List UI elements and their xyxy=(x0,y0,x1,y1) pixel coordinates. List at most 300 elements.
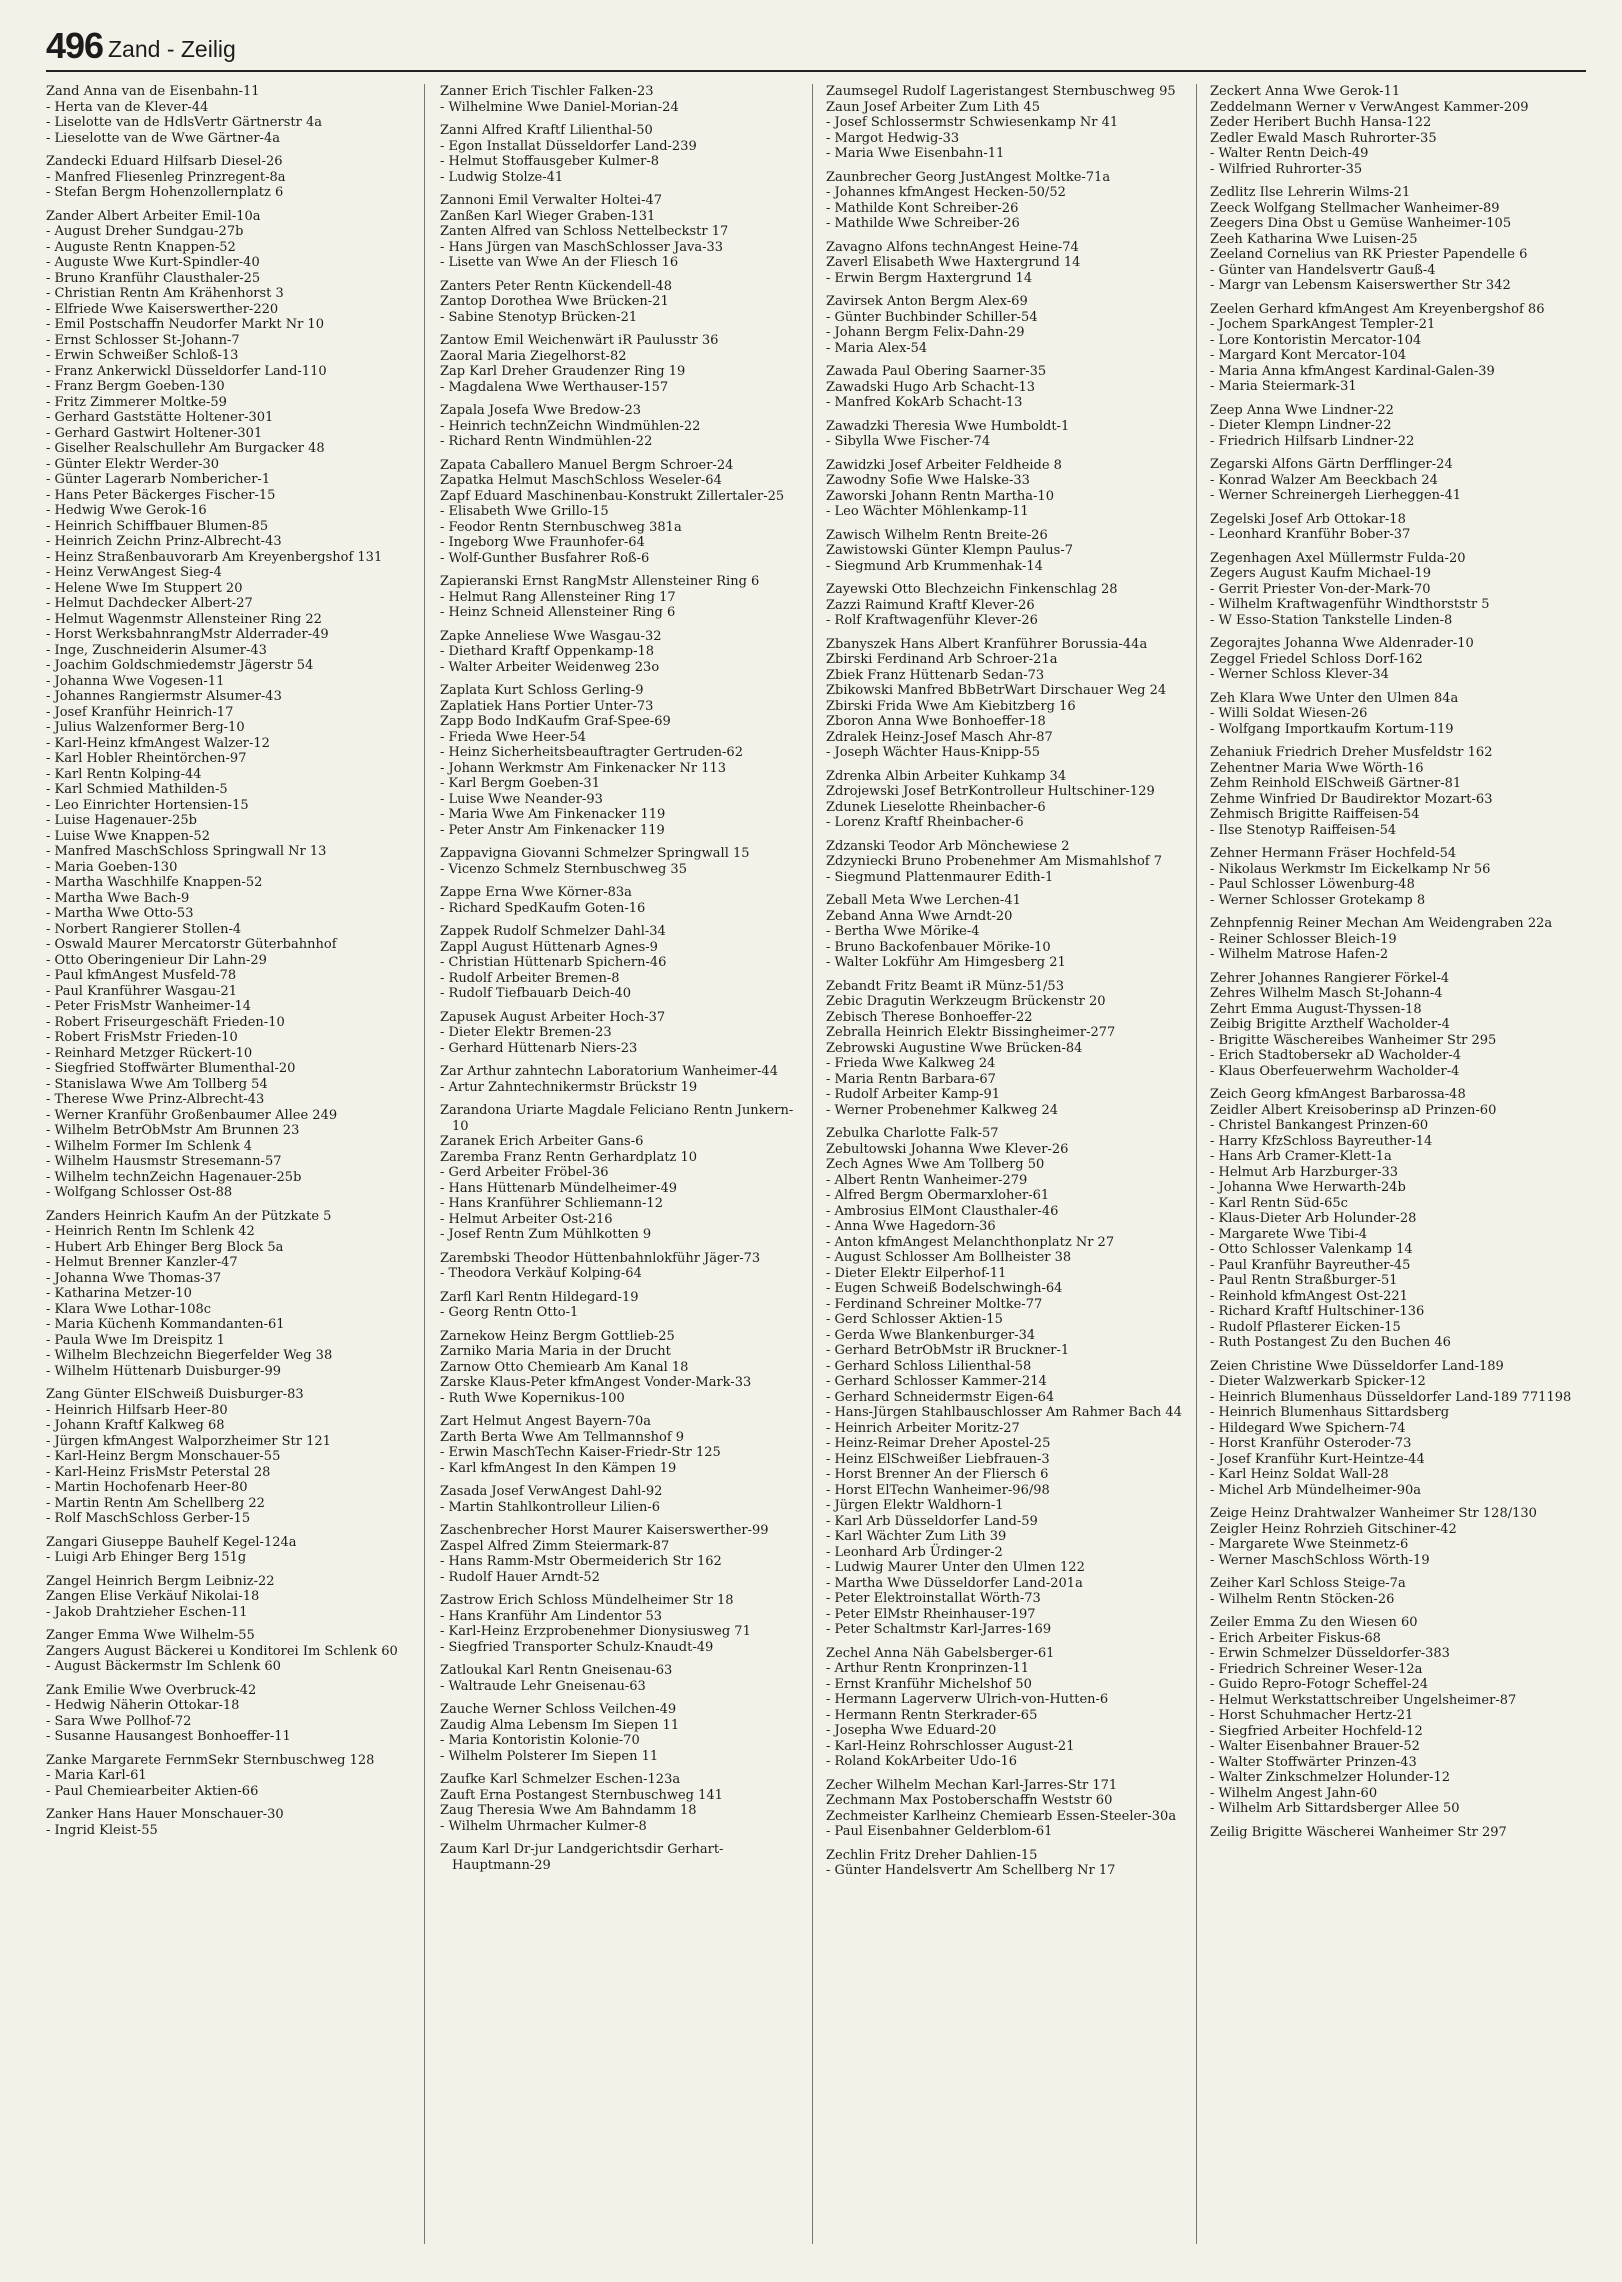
directory-entry: - Richard Rentn Windmühlen-22 xyxy=(440,434,653,449)
directory-entry: Zeigler Heinz Rohrzieh Gitschiner-42 xyxy=(1210,1521,1457,1537)
directory-entry: - Josef Schlossermstr Schwiesenkamp Nr 41 xyxy=(826,115,1119,130)
directory-entry: - Robert Friseurgeschäft Frieden-10 xyxy=(46,1014,285,1030)
directory-entry: Zannoni Emil Verwalter Holtei-47 xyxy=(440,193,663,208)
directory-entry: - Gerd Schlosser Aktien-15 xyxy=(826,1312,1003,1327)
directory-entry: - Gerhard Schloss Lilienthal-58 xyxy=(826,1358,1032,1374)
directory-entry: - Feodor Rentn Sternbuschweg 381a xyxy=(440,519,682,535)
directory-entry: - Otto Oberingenieur Dir Lahn-29 xyxy=(46,952,267,968)
directory-entry: Zawidzki Josef Arbeiter Feldheide 8 xyxy=(826,457,1062,473)
directory-entry: - Martha Wwe Otto-53 xyxy=(46,906,194,921)
directory-entry: - Elfriede Wwe Kaiserswerther-220 xyxy=(46,301,279,317)
directory-entry: Zehentner Maria Wwe Wörth-16 xyxy=(1210,760,1424,776)
directory-entry: - Leo Einrichter Hortensien-15 xyxy=(46,797,249,813)
directory-entry: - Wilhelm Arb Sittardsberger Allee 50 xyxy=(1210,1801,1460,1816)
directory-entry: Zeband Anna Wwe Arndt-20 xyxy=(826,908,1013,924)
directory-entry: - Gerd Arbeiter Fröbel-36 xyxy=(440,1165,609,1180)
directory-entry: - Mathilde Wwe Schreiber-26 xyxy=(826,216,1020,231)
directory-entry: - Karl Wächter Zum Lith 39 xyxy=(826,1529,1007,1544)
directory-entry: Zantow Emil Weichenwärt iR Paulusstr 36 xyxy=(440,333,719,348)
directory-entry: Zaverl Elisabeth Wwe Haxtergrund 14 xyxy=(826,255,1081,270)
directory-entry: Zarth Berta Wwe Am Tellmannshof 9 xyxy=(440,1429,685,1445)
directory-entry: - Lore Kontoristin Mercator-104 xyxy=(1210,332,1422,348)
directory-entry: Zaplata Kurt Schloss Gerling-9 xyxy=(440,683,644,698)
directory-entry: Zedler Ewald Masch Ruhrorter-35 xyxy=(1210,130,1437,146)
directory-entry: Zehnpfennig Reiner Mechan Am Weidengraben 22a xyxy=(1210,916,1553,931)
directory-entry: - Margot Hedwig-33 xyxy=(826,130,960,146)
column-divider xyxy=(1196,84,1197,2244)
directory-entry: Zeball Meta Wwe Lerchen-41 xyxy=(826,893,1021,908)
directory-entry: - Heinrich Rentn Im Schlenk 42 xyxy=(46,1224,255,1239)
directory-entry: Zeeland Cornelius van RK Priester Papendelle 6 xyxy=(1210,247,1528,262)
directory-entry: - Brigitte Wäschereibes Wanheimer Str 295 xyxy=(1210,1032,1497,1048)
directory-entry: - Heinz Straßenbauvorarb Am Kreyenbergshof 131 xyxy=(46,549,383,565)
directory-entry: - Hans Hüttenarb Mündelheimer-49 xyxy=(440,1180,678,1196)
directory-entry: - Gerhard BetrObMstr iR Bruckner-1 xyxy=(826,1343,1070,1358)
directory-entry: - Walter Lokführ Am Himgesberg 21 xyxy=(826,955,1066,970)
directory-entry: - Klaus Oberfeuerwehrm Wacholder-4 xyxy=(1210,1063,1460,1079)
directory-entry: - Gerhard Hüttenarb Niers-23 xyxy=(440,1040,638,1056)
directory-entry: Zebisch Therese Bonhoeffer-22 xyxy=(826,1009,1033,1025)
directory-entry: - Werner MaschSchloss Wörth-19 xyxy=(1210,1552,1430,1568)
directory-entry: - Ruth Wwe Kopernikus-100 xyxy=(440,1390,625,1406)
directory-entry: - Bertha Wwe Mörike-4 xyxy=(826,924,980,939)
directory-entry: - Frieda Wwe Kalkweg 24 xyxy=(826,1056,996,1071)
directory-entry: - Wolf-Gunther Busfahrer Roß-6 xyxy=(440,550,650,566)
directory-entry: - Karl-Heinz Bergm Monschauer-55 xyxy=(46,1449,281,1464)
directory-entry: Zapatka Helmut MaschSchloss Weseler-64 xyxy=(440,473,722,488)
directory-entry: - Albert Rentn Wanheimer-279 xyxy=(826,1172,1028,1188)
directory-entry: - Walter Zinkschmelzer Holunder-12 xyxy=(1210,1770,1450,1785)
directory-entry: - Lisette van Wwe An der Fliesch 16 xyxy=(440,255,679,270)
directory-entry: - Günter Buchbinder Schiller-54 xyxy=(826,309,1038,325)
directory-entry: - Horst Kranführ Osteroder-73 xyxy=(1210,1436,1412,1451)
directory-entry: Zappek Rudolf Schmelzer Dahl-34 xyxy=(440,924,666,939)
directory-entry: - Egon Installat Düsseldorfer Land-239 xyxy=(440,138,697,154)
directory-entry: - Ernst Kranführ Michelshof 50 xyxy=(826,1676,1032,1692)
directory-entry: Zarnow Otto Chemiearb Am Kanal 18 xyxy=(440,1359,689,1375)
directory-entry: - Klara Wwe Lothar-108c xyxy=(46,1301,212,1317)
directory-entry: - Paul Eisenbahner Gelderblom-61 xyxy=(826,1824,1053,1839)
directory-entry: - Maria Karl-61 xyxy=(46,1768,147,1783)
directory-entry: Zeegers Dina Obst u Gemüse Wanheimer-105 xyxy=(1210,216,1512,231)
directory-entry: - Rudolf Arbeiter Kamp-91 xyxy=(826,1087,1001,1102)
directory-entry: - Josef Rentn Zum Mühlkotten 9 xyxy=(440,1227,652,1242)
directory-entry: - Paul Schlosser Löwenburg-48 xyxy=(1210,877,1415,892)
directory-entry: Zapata Caballero Manuel Bergm Schroer-24 xyxy=(440,457,734,473)
directory-entry: Zaremba Franz Rentn Gerhardplatz 10 xyxy=(440,1149,698,1165)
directory-entry: Zantop Dorothea Wwe Brücken-21 xyxy=(440,294,669,309)
directory-entry: Zawisch Wilhelm Rentn Breite-26 xyxy=(826,527,1048,543)
directory-entry: - Auguste Wwe Kurt-Spindler-40 xyxy=(46,255,260,270)
directory-entry: Zegenhagen Axel Müllermstr Fulda-20 xyxy=(1210,550,1466,566)
directory-entry: - Hans-Jürgen Stahlbauschlosser Am Rahmer Bach 44 xyxy=(826,1405,1182,1420)
directory-entry: - Karl kfmAngest In den Kämpen 19 xyxy=(440,1460,677,1476)
directory-entry: Zastrow Erich Schloss Mündelheimer Str 18 xyxy=(440,1593,734,1608)
directory-entry: - Martha Wwe Bach-9 xyxy=(46,890,190,906)
directory-entry: - Maria Anna kfmAngest Kardinal-Galen-39 xyxy=(1210,363,1495,379)
directory-entry: - Heinz VerwAngest Sieg-4 xyxy=(46,565,222,580)
directory-entry: Zaudig Alma Lebensm Im Siepen 11 xyxy=(440,1717,680,1733)
directory-entry: - Johann Kraftf Kalkweg 68 xyxy=(46,1418,225,1433)
directory-entry: - Günter Lagerarb Nombericher-1 xyxy=(46,472,271,487)
directory-entry: Zeidler Albert Kreisoberinsp aD Prinzen-60 xyxy=(1210,1102,1497,1118)
directory-entry: - Helmut Brenner Kanzler-47 xyxy=(46,1255,238,1270)
directory-entry: Zdzyniecki Bruno Probenehmer Am Mismahlshof 7 xyxy=(826,854,1162,869)
directory-entry: - Josef Kranführ Heinrich-17 xyxy=(46,704,234,720)
directory-entry: Zbirski Frida Wwe Am Kiebitzberg 16 xyxy=(826,698,1076,714)
directory-entry: - Friedrich Schreiner Weser-12a xyxy=(1210,1661,1423,1677)
directory-entry: Zaufke Karl Schmelzer Eschen-123a xyxy=(440,1772,681,1787)
directory-entry: - Karl Schmied Mathilden-5 xyxy=(46,782,228,797)
directory-entry: - August Bäckermstr Im Schlenk 60 xyxy=(46,1659,281,1674)
directory-entry: - Georg Rentn Otto-1 xyxy=(440,1305,579,1320)
directory-entry: - Margarete Wwe Steinmetz-6 xyxy=(1210,1537,1409,1552)
directory-entry: - Johanna Wwe Thomas-37 xyxy=(46,1270,222,1286)
directory-entry: - Dieter Elektr Bremen-23 xyxy=(440,1025,612,1040)
directory-entry: - Heinrich technZeichn Windmühlen-22 xyxy=(440,418,701,434)
directory-entry: Zbiek Franz Hüttenarb Sedan-73 xyxy=(826,667,1045,683)
directory-entry: - Mathilde Kont Schreiber-26 xyxy=(826,200,1019,216)
directory-entry: - Sabine Stenotyp Brücken-21 xyxy=(440,309,638,325)
directory-entry: - Harry KfzSchloss Bayreuther-14 xyxy=(1210,1133,1433,1149)
directory-entry: Zapala Josefa Wwe Bredow-23 xyxy=(440,403,641,418)
directory-entry: - Michel Arb Mündelheimer-90a xyxy=(1210,1482,1422,1498)
directory-entry: - Robert FrisMstr Frieden-10 xyxy=(46,1030,238,1045)
directory-entry: Zeiler Emma Zu den Wiesen 60 xyxy=(1210,1615,1418,1630)
directory-entry: - Horst ElTechn Wanheimer-96/98 xyxy=(826,1482,1050,1498)
directory-entry: - Paul Kranführer Wasgau-21 xyxy=(46,983,237,999)
directory-entry: Zawada Paul Obering Saarner-35 xyxy=(826,364,1047,379)
directory-entry: - Johann Werkmstr Am Finkenacker Nr 113 xyxy=(440,760,727,776)
directory-entry: - Helmut Arbeiter Ost-216 xyxy=(440,1211,613,1227)
directory-entry: Zanger Emma Wwe Wilhelm-55 xyxy=(46,1628,255,1643)
directory-entry: - Hans Jürgen van MaschSchlosser Java-33 xyxy=(440,239,724,255)
column-divider xyxy=(424,84,425,2244)
directory-entry: Zebralla Heinrich Elektr Bissingheimer-277 xyxy=(826,1025,1116,1040)
directory-entry: Zauche Werner Schloss Veilchen-49 xyxy=(440,1702,677,1717)
directory-entry: - Rudolf Hauer Arndt-52 xyxy=(440,1569,600,1585)
directory-entry: Zangers August Bäckerei u Konditorei Im Schlenk 60 xyxy=(46,1643,398,1659)
directory-entry: Zawodny Sofie Wwe Halske-33 xyxy=(826,473,1030,488)
directory-entry: - Hans Kranführ Am Lindentor 53 xyxy=(440,1608,663,1624)
directory-entry: Zauft Erna Postangest Sternbuschweg 141 xyxy=(440,1787,723,1803)
directory-entry: - Helmut Rang Allensteiner Ring 17 xyxy=(440,589,676,605)
directory-entry: - Fritz Zimmerer Moltke-59 xyxy=(46,394,227,410)
directory-entry: - Helmut Wagenmstr Allensteiner Ring 22 xyxy=(46,611,322,627)
directory-entry: - Theodora Verkäuf Kolping-64 xyxy=(440,1266,642,1281)
directory-entry: - Luise Wwe Neander-93 xyxy=(440,791,603,807)
directory-entry: - Dieter Elektr Eilperhof-11 xyxy=(826,1265,1007,1281)
directory-entry: - Günter Elektr Werder-30 xyxy=(46,456,220,472)
directory-entry: - Auguste Rentn Knappen-52 xyxy=(46,239,236,255)
directory-entry: Zeeh Katharina Wwe Luisen-25 xyxy=(1210,231,1418,247)
directory-entry: Zaschenbrecher Horst Maurer Kaiserswerther-99 xyxy=(440,1523,769,1538)
directory-entry: Zawistowski Günter Klempn Paulus-7 xyxy=(826,543,1074,558)
directory-entry: - Rolf MaschSchloss Gerber-15 xyxy=(46,1511,251,1526)
directory-entry: - Diethard Kraftf Oppenkamp-18 xyxy=(440,644,655,659)
directory-entry: - Leonhard Kranführ Bober-37 xyxy=(1210,527,1411,542)
directory-entry: - Erich Arbeiter Fiskus-68 xyxy=(1210,1630,1381,1646)
directory-entry: - Dieter Walzwerkarb Spicker-12 xyxy=(1210,1374,1426,1389)
directory-entry: - Johanna Wwe Vogesen-11 xyxy=(46,673,225,689)
directory-entry: - Wilhelmine Wwe Daniel-Morian-24 xyxy=(440,99,679,115)
directory-entry: Zang Günter ElSchweiß Duisburger-83 xyxy=(46,1387,304,1402)
directory-entry: - Ernst Schlosser St-Johann-7 xyxy=(46,332,240,348)
directory-entry: Zaumsegel Rudolf Lageristangest Sternbuschweg 95 xyxy=(826,84,1176,99)
directory-entry: - Elisabeth Wwe Grillo-15 xyxy=(440,504,609,519)
directory-entry: - Jürgen kfmAngest Walporzheimer Str 121 xyxy=(46,1433,331,1449)
directory-entry: Zebulka Charlotte Falk-57 xyxy=(826,1126,999,1141)
directory-entry: - Martha Wwe Düsseldorfer Land-201a xyxy=(826,1575,1083,1591)
directory-entry: Zarembski Theodor Hüttenbahnlokführ Jäger-73 xyxy=(440,1250,761,1266)
directory-entry: - Ambrosius ElMont Clausthaler-46 xyxy=(826,1203,1059,1219)
directory-entry: - Margard Kont Mercator-104 xyxy=(1210,348,1407,363)
directory-entry: Zecher Wilhelm Mechan Karl-Jarres-Str 171 xyxy=(826,1777,1118,1793)
directory-entry: Zasada Josef VerwAngest Dahl-92 xyxy=(440,1484,663,1499)
directory-entry: - Heinrich Hilfsarb Heer-80 xyxy=(46,1402,228,1418)
directory-entry: - Horst Brenner An der Fliersch 6 xyxy=(826,1467,1049,1482)
directory-entry: Zehaniuk Friedrich Dreher Musfeldstr 162 xyxy=(1210,745,1493,760)
directory-entry: - Paul kfmAngest Musfeld-78 xyxy=(46,968,237,983)
directory-entry: - Gerhard Schneidermstr Eigen-64 xyxy=(826,1389,1055,1405)
directory-entry: - Willi Soldat Wiesen-26 xyxy=(1210,706,1368,721)
directory-entry: - Richard Kraftf Hultschiner-136 xyxy=(1210,1304,1425,1319)
directory-entry: - Karl Arb Düsseldorfer Land-59 xyxy=(826,1513,1038,1529)
directory-entry: - Heinz ElSchweißer Liebfrauen-3 xyxy=(826,1451,1050,1467)
directory-entry: - Maria Küchenh Kommandanten-61 xyxy=(46,1317,285,1332)
directory-entry: - Lieselotte van de Wwe Gärtner-4a xyxy=(46,130,280,146)
directory-entry: - Maria Alex-54 xyxy=(826,340,928,356)
directory-entry: - Paul Kranführ Bayreuther-45 xyxy=(1210,1257,1411,1273)
directory-entry: - Konrad Walzer Am Beeckbach 24 xyxy=(1210,472,1438,488)
directory-entry: - Heinz Schneid Allensteiner Ring 6 xyxy=(440,605,676,620)
directory-entry: - Bruno Kranführ Clausthaler-25 xyxy=(46,270,261,286)
directory-entry: - Josepha Wwe Eduard-20 xyxy=(826,1723,997,1738)
directory-entry: - Werner Probenehmer Kalkweg 24 xyxy=(826,1102,1059,1118)
directory-entry: - Artur Zahntechnikermstr Brückstr 19 xyxy=(440,1079,698,1095)
directory-entry: - Siegfried Transporter Schulz-Knaudt-49 xyxy=(440,1639,714,1655)
directory-entry: - Wilhelm Former Im Schlenk 4 xyxy=(46,1138,253,1154)
directory-entry: Zeibig Brigitte Arzthelf Wacholder-4 xyxy=(1210,1017,1450,1032)
directory-entry: Zech Agnes Wwe Am Tollberg 50 xyxy=(826,1157,1045,1172)
directory-entry: Zehm Reinhold ElSchweiß Gärtner-81 xyxy=(1210,776,1462,791)
directory-entry: Zangari Giuseppe Bauhelf Kegel-124a xyxy=(46,1534,297,1550)
directory-entry: - Horst WerksbahnrangMstr Alderrader-49 xyxy=(46,627,329,642)
directory-entry: - Werner Schlosser Grotekamp 8 xyxy=(1210,892,1426,908)
directory-entry: - Paula Wwe Im Dreispitz 1 xyxy=(46,1332,225,1348)
directory-entry: - Wilhelm Uhrmacher Kulmer-8 xyxy=(440,1818,647,1834)
directory-entry: - Johanna Wwe Herwarth-24b xyxy=(1210,1180,1406,1195)
directory-entry: - Ruth Postangest Zu den Buchen 46 xyxy=(1210,1335,1451,1350)
directory-entry: - Wilhelm Blechzeichn Biegerfelder Weg 38 xyxy=(46,1348,333,1363)
directory-entry: Zaug Theresia Wwe Am Bahndamm 18 xyxy=(440,1803,697,1818)
directory-entry: - Erwin Bergm Haxtergrund 14 xyxy=(826,270,1033,286)
directory-entry: Zandecki Eduard Hilfsarb Diesel-26 xyxy=(46,154,283,169)
directory-entry: - Heinrich Blumenhaus Düsseldorfer Land-189 771198 xyxy=(1210,1389,1572,1405)
directory-entry: Zanni Alfred Kraftf Lilienthal-50 xyxy=(440,123,653,138)
directory-entry: - Erwin MaschTechn Kaiser-Friedr-Str 125 xyxy=(440,1445,721,1460)
directory-entry: - Gerhard Gastwirt Holtener-301 xyxy=(46,425,263,441)
directory-entry: - Karl Rentn Süd-65c xyxy=(1210,1195,1348,1211)
directory-entry: Zayewski Otto Blechzeichn Finkenschlag 28 xyxy=(826,582,1118,597)
directory-entry: - Guido Repro-Fotogr Scheffel-24 xyxy=(1210,1677,1429,1692)
directory-entry: - Maria Rentn Barbara-67 xyxy=(826,1071,996,1087)
directory-entry: Zarfl Karl Rentn Hildegard-19 xyxy=(440,1289,639,1305)
directory-entry: Zedlitz Ilse Lehrerin Wilms-21 xyxy=(1210,185,1411,200)
directory-entry: - Ingrid Kleist-55 xyxy=(46,1822,158,1838)
directory-entry: - Rudolf Pflasterer Eicken-15 xyxy=(1210,1319,1401,1335)
directory-entry: - Katharina Metzer-10 xyxy=(46,1286,192,1301)
directory-entry: - Hans Kranführer Schliemann-12 xyxy=(440,1196,663,1211)
directory-entry: - Rudolf Arbeiter Bremen-8 xyxy=(440,970,620,986)
directory-entry: - Otto Schlosser Valenkamp 14 xyxy=(1210,1242,1413,1257)
directory-entry: - Anna Wwe Hagedorn-36 xyxy=(826,1219,996,1234)
directory-entry: - Gerrit Priester Von-der-Mark-70 xyxy=(1210,581,1431,597)
directory-entry: - Inge, Zuschneiderin Alsumer-43 xyxy=(46,642,267,658)
directory-entry: - Martin Rentn Am Schellberg 22 xyxy=(46,1495,265,1511)
directory-entry: Zappe Erna Wwe Körner-83a xyxy=(440,885,632,900)
directory-entry: - Paul Chemiearbeiter Aktien-66 xyxy=(46,1783,259,1799)
directory-entry: Zatloukal Karl Rentn Gneisenau-63 xyxy=(440,1663,673,1678)
directory-entry: - Reinhard Metzger Rückert-10 xyxy=(46,1045,253,1061)
directory-entry: - Manfred MaschSchloss Springwall Nr 13 xyxy=(46,844,327,859)
directory-entry: - Oswald Maurer Mercatorstr Güterbahnhof xyxy=(46,937,337,952)
directory-entry: - August Dreher Sundgau-27b xyxy=(46,224,244,239)
directory-entry: Zechmeister Karlheinz Chemiearb Essen-Steeler-30a xyxy=(826,1808,1177,1824)
directory-entry: - Johannes Rangiermstr Alsumer-43 xyxy=(46,689,282,704)
directory-entry: - Joachim Goldschmiedemstr Jägerstr 54 xyxy=(46,658,314,673)
directory-entry: Zaunbrecher Georg JustAngest Moltke-71a xyxy=(826,169,1111,185)
directory-entry: - Roland KokArbeiter Udo-16 xyxy=(826,1754,1018,1769)
directory-entry: - Karl Heinz Soldat Wall-28 xyxy=(1210,1467,1389,1482)
column-3 xyxy=(826,84,1188,2264)
directory-entry: - Siegmund Plattenmaurer Edith-1 xyxy=(826,869,1054,885)
directory-entry: - Wilhelm Matrose Hafen-2 xyxy=(1210,947,1389,962)
directory-entry: - Hedwig Wwe Gerok-16 xyxy=(46,503,207,518)
directory-entry: - Karl-Heinz FrisMstr Peterstal 28 xyxy=(46,1464,271,1480)
directory-entry: Zanker Hans Hauer Monschauer-30 xyxy=(46,1807,284,1822)
directory-entry: - Helmut Arb Harzburger-33 xyxy=(1210,1164,1399,1180)
directory-entry: - Peter FrisMstr Wanheimer-14 xyxy=(46,999,252,1014)
directory-entry: Zangel Heinrich Bergm Leibniz-22 xyxy=(46,1573,275,1589)
directory-entry: Zeeck Wolfgang Stellmacher Wanheimer-89 xyxy=(1210,200,1500,216)
directory-entry: - Wilhelm Kraftwagenführ Windthorststr 5 xyxy=(1210,597,1490,612)
directory-entry: - Dieter Klempn Lindner-22 xyxy=(1210,418,1392,433)
directory-entry: - Rolf Kraftwagenführ Klever-26 xyxy=(826,613,1038,628)
directory-entry: - Manfred Fliesenleg Prinzregent-8a xyxy=(46,169,286,185)
directory-entry: - Lorenz Kraftf Rheinbacher-6 xyxy=(826,815,1024,830)
directory-entry: - Bruno Backofenbauer Mörike-10 xyxy=(826,939,1051,955)
directory-entry: Zeich Georg kfmAngest Barbarossa-48 xyxy=(1210,1087,1466,1102)
directory-entry: - Leo Wächter Möhlenkamp-11 xyxy=(826,504,1029,519)
directory-entry: - Reinhold kfmAngest Ost-221 xyxy=(1210,1288,1408,1304)
directory-entry: - Horst Schuhmacher Hertz-21 xyxy=(1210,1708,1414,1723)
directory-entry: - Richard SpedKaufm Goten-16 xyxy=(440,900,646,916)
directory-entry: - Christian Hüttenarb Spichern-46 xyxy=(440,955,667,970)
directory-entry: - Martin Stahlkontrolleur Lilien-6 xyxy=(440,1499,661,1515)
directory-entry: - Erich Stadtobersekr aD Wacholder-4 xyxy=(1210,1048,1462,1063)
directory-entry: Zechmann Max Postoberschaffn Weststr 60 xyxy=(826,1793,1113,1808)
directory-entry: Zarnekow Heinz Bergm Gottlieb-25 xyxy=(440,1328,675,1344)
directory-entry: - Leonhard Arb Ürdinger-2 xyxy=(826,1544,1003,1560)
directory-entry: - Martin Hochofenarb Heer-80 xyxy=(46,1480,248,1495)
directory-entry: Zehres Wilhelm Masch St-Johann-4 xyxy=(1210,986,1443,1001)
directory-entry: Zbikowski Manfred BbBetrWart Dirschauer Weg 24 xyxy=(826,683,1167,698)
directory-entry: - Johannes kfmAngest Hecken-50/52 xyxy=(826,185,1066,200)
directory-entry: - Emil Postschaffn Neudorfer Markt Nr 10 xyxy=(46,317,324,332)
directory-entry: Zander Albert Arbeiter Emil-10a xyxy=(46,208,261,224)
directory-entry: - Sibylla Wwe Fischer-74 xyxy=(826,434,991,449)
directory-entry: Zappl August Hüttenarb Agnes-9 xyxy=(440,939,658,955)
directory-entry: - Rudolf Tiefbauarb Deich-40 xyxy=(440,986,631,1001)
directory-entry: - Wilhelm Hüttenarb Duisburger-99 xyxy=(46,1363,281,1379)
directory-entry: Zanßen Karl Wieger Graben-131 xyxy=(440,208,656,224)
directory-entry: - Karl-Heinz Erzprobenehmer Dionysiusweg 71 xyxy=(440,1624,751,1639)
directory-entry: - Walter Arbeiter Weidenweg 23o xyxy=(440,659,660,675)
directory-entry: Zappavigna Giovanni Schmelzer Springwall 15 xyxy=(440,846,750,861)
page-header xyxy=(46,24,1586,72)
directory-entry: - Herta van de Klever-44 xyxy=(46,99,209,115)
directory-entry: - Therese Wwe Prinz-Albrecht-43 xyxy=(46,1092,265,1107)
directory-entry: - Martha Waschhilfe Knappen-52 xyxy=(46,875,263,890)
directory-entry: - August Schlosser Am Bollheister 38 xyxy=(826,1250,1072,1265)
directory-entry: - Josef Kranführ Kurt-Heintze-44 xyxy=(1210,1451,1425,1467)
directory-entry: - Peter Elektroinstallat Wörth-73 xyxy=(826,1591,1041,1606)
directory-entry: - Ludwig Stolze-41 xyxy=(440,169,564,185)
directory-entry: - Gerhard Schlosser Kammer-214 xyxy=(826,1374,1047,1389)
directory-entry: Zand Anna van de Eisenbahn-11 xyxy=(46,84,260,99)
directory-entry: - Nikolaus Werkmstr Im Eickelkamp Nr 56 xyxy=(1210,861,1491,877)
directory-entry: Zawadski Hugo Arb Schacht-13 xyxy=(826,379,1035,395)
directory-entry: - Siegmund Arb Krummenhak-14 xyxy=(826,558,1043,574)
directory-entry: - Eugen Schweiß Bodelschwingh-64 xyxy=(826,1281,1063,1296)
directory-entry: Zeiher Karl Schloss Steige-7a xyxy=(1210,1576,1406,1591)
directory-entry: Zeddelmann Werner v VerwAngest Kammer-209 xyxy=(1210,99,1529,115)
running-head: Zand - Zeilig xyxy=(108,36,236,62)
directory-entry: Zehner Hermann Fräser Hochfeld-54 xyxy=(1210,846,1457,861)
directory-entry: Zehme Winfried Dr Baudirektor Mozart-63 xyxy=(1210,791,1493,807)
directory-entry: Zegorajtes Johanna Wwe Aldenrader-10 xyxy=(1210,636,1474,651)
directory-entry: Zaworski Johann Rentn Martha-10 xyxy=(826,488,1054,504)
directory-entry: - Klaus-Dieter Arb Holunder-28 xyxy=(1210,1211,1417,1226)
directory-entry: Zapusek August Arbeiter Hoch-37 xyxy=(440,1009,666,1025)
directory-entry: - Hubert Arb Ehinger Berg Block 5a xyxy=(46,1239,284,1255)
directory-entry: - Peter ElMstr Rheinhauser-197 xyxy=(826,1606,1036,1622)
directory-entry: Zart Helmut Angest Bayern-70a xyxy=(440,1414,652,1429)
directory-entry: Zanters Peter Rentn Kückendell-48 xyxy=(440,278,673,294)
directory-entry: Zegarski Alfons Gärtn Derfflinger-24 xyxy=(1210,457,1453,472)
directory-entry: - Johann Bergm Felix-Dahn-29 xyxy=(826,325,1025,340)
directory-entry: - Walter Rentn Deich-49 xyxy=(1210,146,1369,161)
directory-entry: - Luise Wwe Knappen-52 xyxy=(46,828,210,844)
directory-entry: - Hedwig Näherin Ottokar-18 xyxy=(46,1698,240,1713)
directory-entry: Zaun Josef Arbeiter Zum Lith 45 xyxy=(826,99,1040,115)
directory-entry: - Ferdinand Schreiner Moltke-77 xyxy=(826,1296,1043,1312)
directory-entry: - Arthur Rentn Kronprinzen-11 xyxy=(826,1661,1030,1676)
directory-entry: Zawadzki Theresia Wwe Humboldt-1 xyxy=(826,418,1070,434)
directory-entry: - Manfred KokArb Schacht-13 xyxy=(826,395,1023,410)
directory-entry: - Walter Eisenbahner Brauer-52 xyxy=(1210,1739,1420,1754)
directory-entry: - Wilhelm technZeichn Hagenauer-25b xyxy=(46,1169,302,1185)
directory-entry: Zechlin Fritz Dreher Dahlien-15 xyxy=(826,1847,1038,1863)
directory-entry: - Siegfried Arbeiter Hochfeld-12 xyxy=(1210,1723,1423,1739)
directory-entry: - Werner Kranführ Großenbaumer Allee 249 xyxy=(46,1107,338,1123)
directory-entry: - Julius Walzenformer Berg-10 xyxy=(46,720,245,735)
directory-entry: Zaspel Alfred Zimm Steiermark-87 xyxy=(440,1538,670,1554)
directory-entry: Zechel Anna Näh Gabelsberger-61 xyxy=(826,1645,1055,1661)
directory-entry: - Peter Anstr Am Finkenacker 119 xyxy=(440,822,665,838)
directory-entry: - Erwin Schmelzer Düsseldorfer-383 xyxy=(1210,1646,1450,1661)
